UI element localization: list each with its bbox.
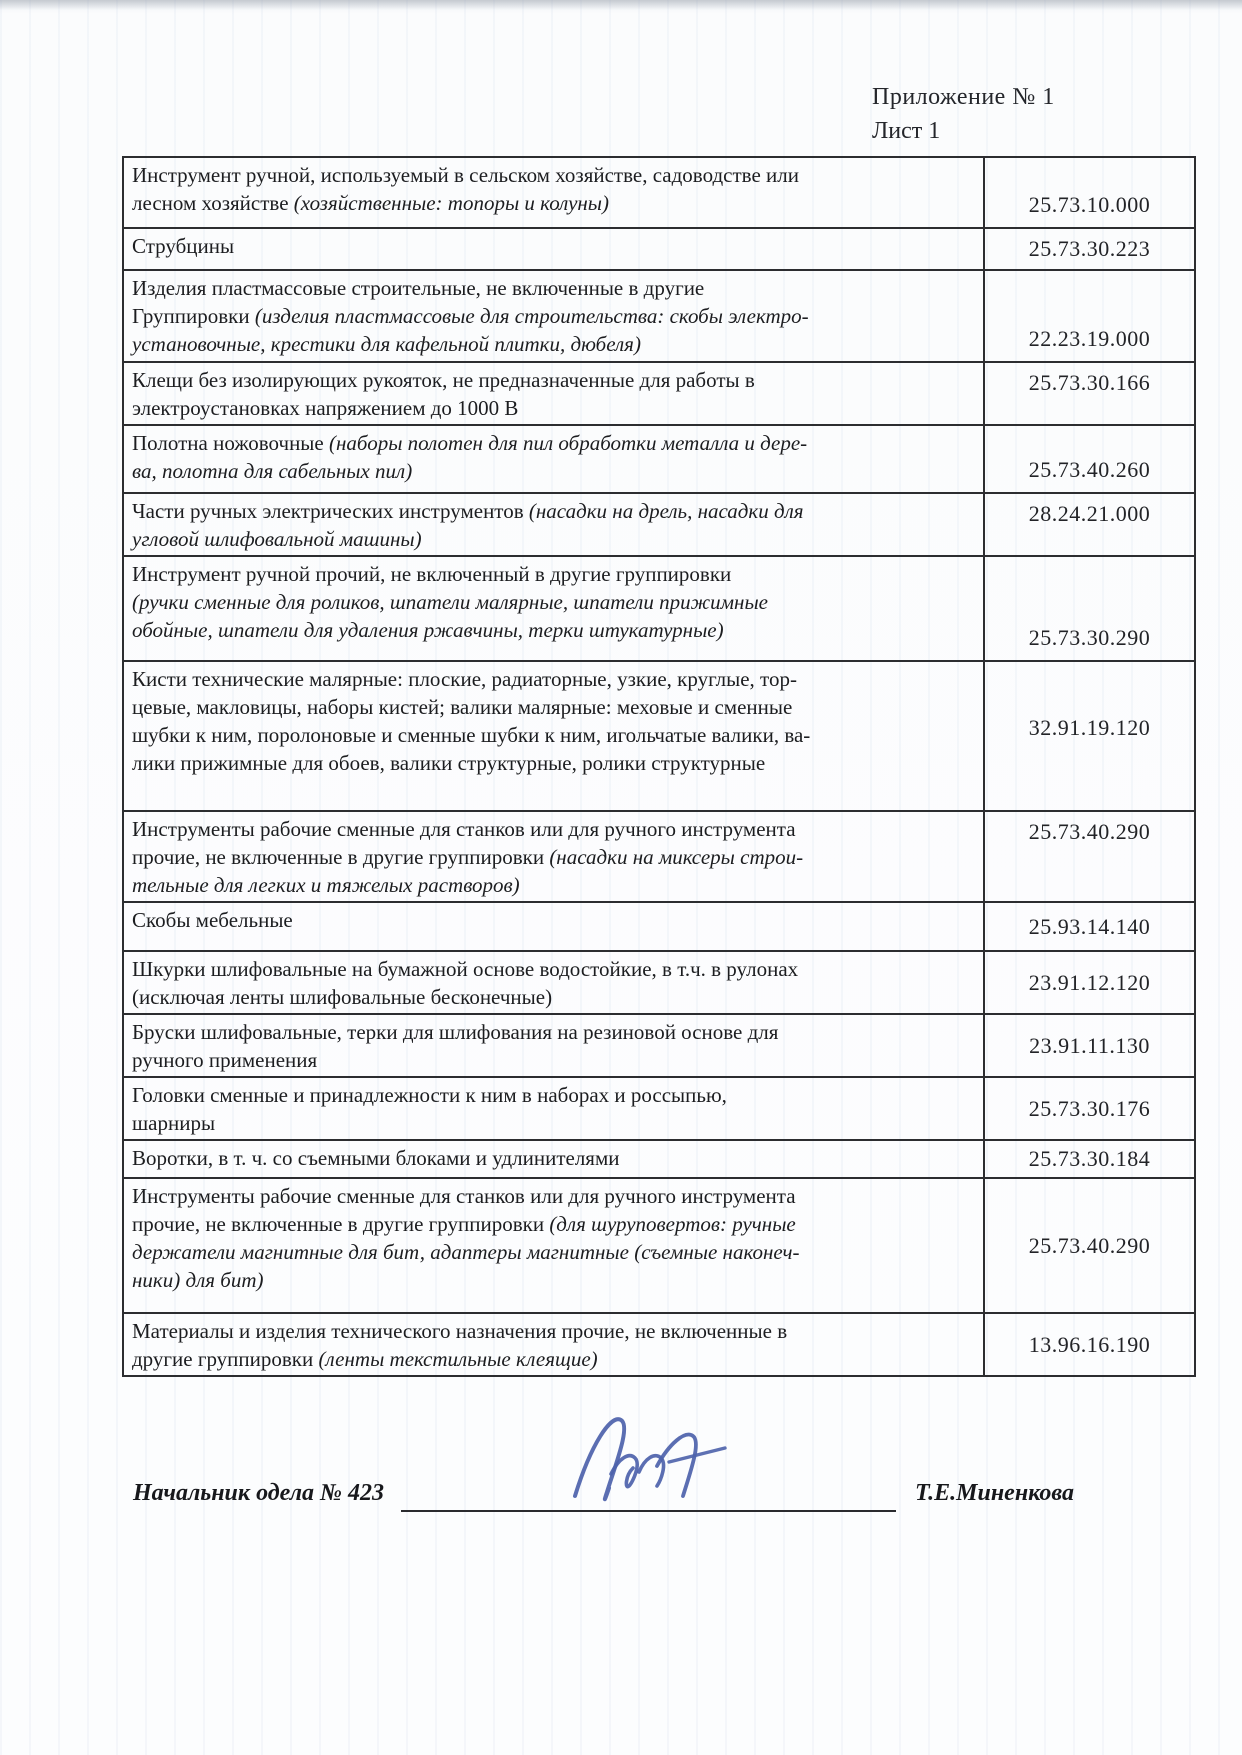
sheet-label: Лист 1 [872,118,941,144]
table-row [123,661,1195,811]
codes-table [122,156,1196,1377]
description-segment: Инструменты рабочие сменные для станков или для ручного инструмента [132,1184,796,1208]
description-segment: Бруски шлифовальные, терки для шлифования на резиновой основе для [132,1020,779,1044]
description-segment: Шкурки шлифовальные на бумажной основе водостойкие, в т.ч. в рулонах [132,957,799,981]
row-code: 25.73.40.290 [984,1178,1195,1313]
signatory-title: Начальник одела № 423 [133,1480,384,1506]
table-row [123,493,1195,556]
description-segment: (насадки на миксеры строи- [549,845,804,869]
description-segment: Головки сменные и принадлежности к ним в наборах и россыпью, [132,1083,727,1107]
row-description [123,811,984,902]
description-segment: Клещи без изолирующих рукояток, не предназначенные для работы в [132,368,755,392]
description-segment: Полотна ножовочные [132,431,329,455]
row-code: 28.24.21.000 [984,493,1195,556]
description-segment: Инструменты рабочие сменные для станков или для ручного инструмента [132,817,796,841]
row-code: 25.73.40.290 [984,811,1195,902]
table-row [123,228,1195,270]
description-segment: Группировки [132,304,255,328]
description-segment: (наборы полотен для пил обработки металла и дере- [329,431,808,455]
row-description [123,1313,984,1376]
row-code: 32.91.19.120 [984,661,1195,811]
description-segment: (насадки на дрель, насадки для [528,499,804,523]
row-description [123,157,984,228]
codes-table-body [123,157,1195,1376]
description-segment: (исключая ленты шлифовальные бесконечные) [132,985,553,1009]
description-segment: Струбцины [132,234,235,258]
description-segment: прочие, не включенные в другие группировки [132,1212,550,1236]
table-row [123,1014,1195,1077]
signatory-name: Т.Е.Миненкова [915,1480,1074,1506]
table-row [123,270,1195,362]
row-code: 25.73.30.166 [984,362,1195,425]
row-code: 22.23.19.000 [984,270,1195,362]
row-code: 23.91.12.120 [984,951,1195,1014]
row-description [123,1140,984,1178]
description-segment: другие группировки [132,1347,319,1371]
description-segment: (для шуруповертов: ручные [549,1212,796,1236]
description-segment: (ленты текстильные клеящие) [318,1347,598,1371]
description-segment: Части ручных электрических инструментов [132,499,529,523]
row-code: 13.96.16.190 [984,1313,1195,1376]
description-segment: цевые, макловицы, наборы кистей; валики малярные: меховые и сменные [132,695,793,719]
row-code: 23.91.11.130 [984,1014,1195,1077]
description-segment: (хозяйственные: топоры и колуны) [293,191,610,215]
row-description [123,902,984,951]
row-code: 25.73.30.176 [984,1077,1195,1140]
appendix-label: Приложение № 1 [872,84,1055,110]
handwritten-signature-icon [553,1404,743,1514]
description-segment: электроустановках напряжением до 1000 В [132,396,519,420]
description-segment: шубки к ним, поролоновые и сменные шубки к ним, игольчатые валики, ва- [132,723,811,747]
table-row [123,556,1195,661]
row-description [123,425,984,493]
description-segment: ручного применения [132,1048,318,1072]
scan-edge-artifact [0,0,1242,10]
description-segment: лики прижимные для обоев, валики структурные, ролики структурные [132,751,766,775]
row-description [123,493,984,556]
row-description [123,270,984,362]
row-description [123,1077,984,1140]
description-segment: шарниры [132,1111,216,1135]
signature-block [133,1472,1133,1532]
description-segment: ники) для бит) [132,1268,264,1292]
description-segment: угловой шлифовальной машины) [132,527,422,551]
description-segment: Изделия пластмассовые строительные, не включенные в другие [132,276,705,300]
description-segment: ва, полотна для сабельных пил) [132,459,413,483]
row-description [123,951,984,1014]
description-segment: (изделия пластмассовые для строительства: скобы электро- [254,304,809,328]
description-segment: тельные для легких и тяжелых растворов) [132,873,520,897]
description-segment: Кисти технические малярные: плоские, радиаторные, узкие, круглые, тор- [132,667,797,691]
description-segment: Воротки, в т. ч. со съемными блоками и удлинителями [132,1146,620,1170]
description-segment: Инструмент ручной прочий, не включенный в другие группировки [132,562,732,586]
row-description [123,556,984,661]
table-row [123,811,1195,902]
row-description [123,661,984,811]
table-row [123,951,1195,1014]
description-segment: держатели магнитные для бит, адаптеры магнитные (съемные наконеч- [132,1240,800,1264]
table-row [123,1077,1195,1140]
table-row [123,157,1195,228]
description-segment: обойные, шпатели для удаления ржавчины, терки штукатурные) [132,618,724,642]
description-segment: (ручки сменные для роликов, шпатели малярные, шпатели прижимные [132,590,768,614]
table-row [123,1140,1195,1178]
row-code: 25.93.14.140 [984,902,1195,951]
table-row [123,1313,1195,1376]
row-code: 25.73.30.184 [984,1140,1195,1178]
description-segment: Инструмент ручной, используемый в сельском хозяйстве, садоводстве или [132,163,799,187]
table-row [123,425,1195,493]
row-code: 25.73.40.260 [984,425,1195,493]
description-segment: прочие, не включенные в другие группировки [132,845,550,869]
table-row [123,362,1195,425]
table-row [123,902,1195,951]
row-description [123,1014,984,1077]
row-description [123,228,984,270]
row-code: 25.73.30.223 [984,228,1195,270]
row-description [123,1178,984,1313]
description-segment: установочные, крестики для кафельной плитки, дюбеля) [132,332,641,356]
table-row [123,1178,1195,1313]
description-segment: Скобы мебельные [132,908,293,932]
description-segment: Материалы и изделия технического назначения прочие, не включенные в [132,1319,788,1343]
row-description [123,362,984,425]
description-segment: лесном хозяйстве [132,191,294,215]
document-header [872,80,1172,148]
row-code: 25.73.10.000 [984,157,1195,228]
row-code: 25.73.30.290 [984,556,1195,661]
